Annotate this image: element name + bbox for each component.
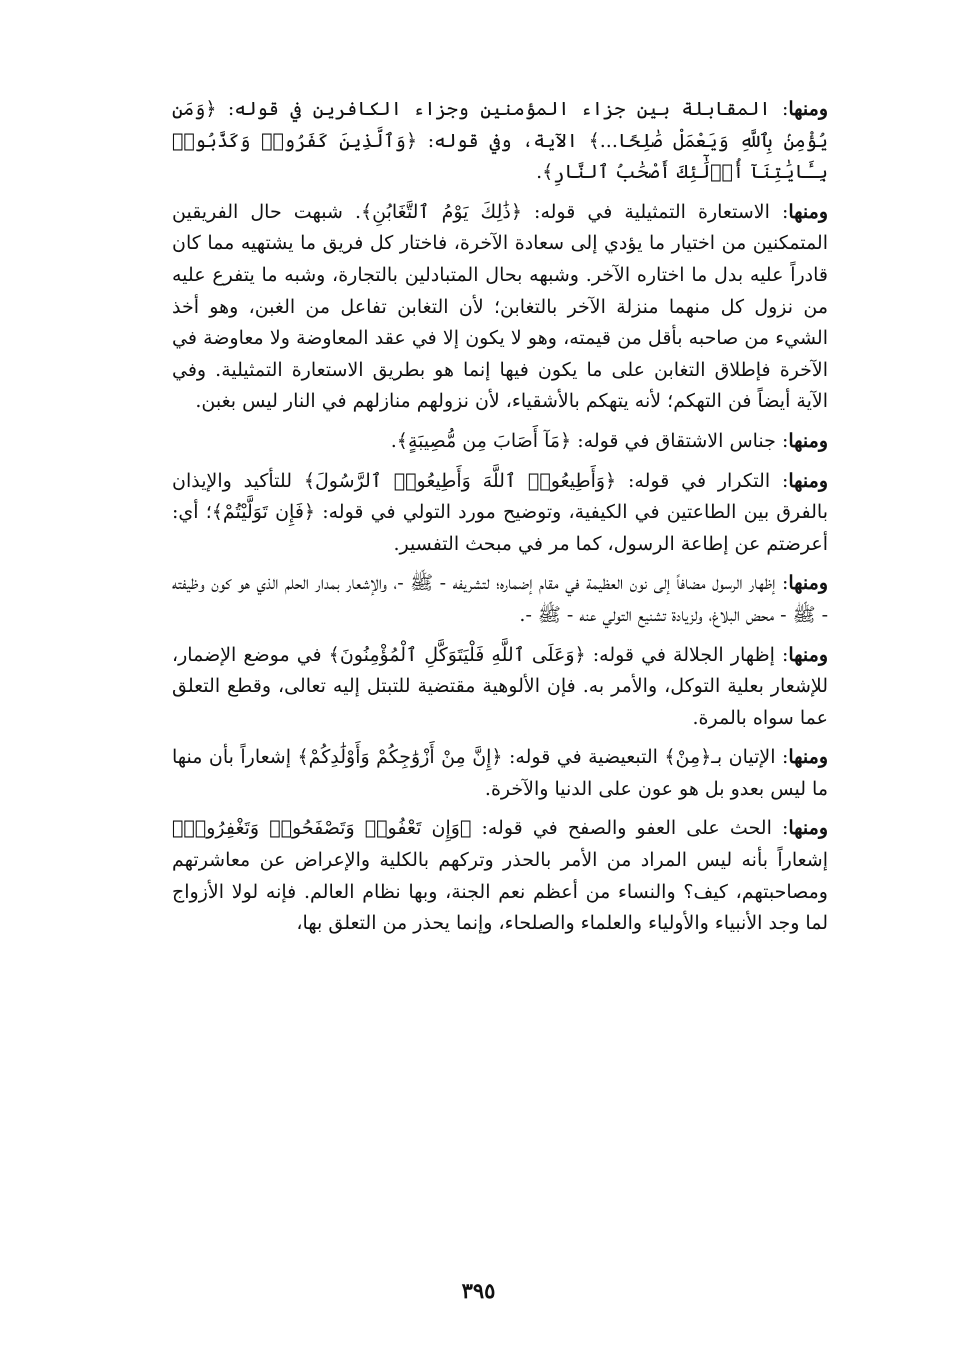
paragraph bbox=[172, 466, 828, 561]
paragraph-text: : التكرار في قوله: ﴿وَأَطِيعُوا۟ ٱللَّهَ وَأَطِيعُوا۟ ٱلرَّسُولَ﴾ للتأكيد والإيذان بالفرق بين الطاعتين في الكيفية، وتوضيح مورد التولي في قوله: ﴿فَإِن تَوَلَّيْتُمْ﴾؛ أي: أعرضتم عن إطاعة الرسول، كما مر في مبحث التفسير. bbox=[172, 469, 828, 555]
paragraph-lead: ومنها bbox=[788, 746, 828, 769]
paragraph bbox=[172, 426, 828, 458]
paragraph bbox=[172, 813, 828, 939]
paragraph bbox=[172, 94, 828, 189]
paragraph bbox=[172, 197, 828, 418]
paragraph-lead: ومنها bbox=[788, 200, 828, 223]
paragraph bbox=[172, 742, 828, 805]
paragraph bbox=[172, 640, 828, 735]
body-text bbox=[172, 94, 828, 948]
paragraph-text: : الإتيان بـ﴿مِنْ﴾ التبعيضية في قوله: ﴿إِنَّ مِنْ أَزْوَٰجِكُمْ وَأَوْلَٰدِكُمْ﴾ إشعاراً بأن منها ما ليس بعدو بل هو عون على الدنيا والآخرة. bbox=[172, 746, 828, 800]
page-number: ٣٩٥ bbox=[461, 1278, 496, 1303]
paragraph-text: : الحث على العفو والصفح في قوله: ﴿وَإِن تَعْفُوا۟ وَتَصْفَحُوا۟ وَتَغْفِرُوا۟﴾ إشعاراً بأنه ليس المراد من الأمر بالحذر وتركهم بالكلية والإعراض عن معاشرتهم ومصاحبتهم، كيف؟ والنساء من أعظم نعم الجنة، وبها نظام العالم. فإنه لولا الأزواج لما وجد الأنبياء والأولياء والعلماء والصلحاء، وإنما يحذر من التعلق بها، bbox=[172, 817, 828, 935]
paragraph-text: : جناس الاشتقاق في قوله: ﴿مَآ أَصَابَ مِن مُّصِيبَةٍ﴾. bbox=[390, 429, 789, 452]
paragraph-lead: ومنها bbox=[788, 98, 828, 120]
paragraph-text: : إظهار الجلالة في قوله: ﴿وَعَلَى ٱللَّهِ فَلْيَتَوَكَّلِ ٱلْمُؤْمِنُونَ﴾ في موضع الإضمار، للإشعار بعلية التوكل، والأمر به. فإن الألوهية مقتضية للتبتل إليه تعالى، وقطع التعلق عما سواه بالمرة. bbox=[172, 643, 828, 729]
paragraph-lead: ومنها bbox=[788, 469, 828, 492]
paragraph-text: : المقابلة بين جزاء المؤمنين وجزاء الكافرين في قوله: ﴿وَمَن يُؤْمِنۢ بِٱللَّهِ وَيَعْمَلْ صَٰلِحًا...﴾ الآية، وفي قوله: ﴿وَٱلَّذِينَ كَفَرُوا۟ وَكَذَّبُوا۟ بِـَٔايَٰتِنَآ أُو۟لَٰٓئِكَ أَصْحَٰبُ ٱلنَّارِ﴾. bbox=[172, 98, 828, 184]
paragraph-lead: ومنها bbox=[788, 643, 828, 666]
paragraph-lead: ومنها bbox=[788, 429, 828, 452]
paragraph-lead: ومنها bbox=[788, 572, 828, 595]
paragraph-lead: ومنها bbox=[788, 817, 828, 840]
paragraph bbox=[172, 568, 828, 631]
paragraph-text: : إظهار الرسول مضافاً إلى نون العظيمة في مقام إضماره؛ لتشريفه - ﷺ -، والإشعار بمدار الحلم الذي هو كون وظيفته - ﷺ - محض البلاغ، ولزيادة تشنيع التولي عنه - ﷺ -. bbox=[172, 572, 828, 626]
paragraph-text: : الاستعارة التمثيلية في قوله: ﴿ذَٰلِكَ يَوْمُ ٱلتَّغَابُنِ﴾. شبهت حال الفريقين المتمكنين من اختيار ما يؤدي إلى سعادة الآخرة، فاختار كل فريق ما يشتهيه مما كان قادراً عليه بدل ما اختاره الآخر. وشبهه بحال المتبادلين بالتجارة، وشبه ما يتفرع عليه من نزول كل منهما منزلة الآخر بالتغابن؛ لأن التغابن تفاعل من الغبن، وهو أخذ الشيء من صاحبه بأقل من قيمته، وهو لا يكون إلا في عقد المعاوضة ولا معاوضة في الآخرة فإطلاق التغابن على ما يكون فيها إنما هو بطريق الاستعارة التمثيلية. وفي الآية أيضاً فن التهكم؛ لأنه يتهكم بالأشقياء، لأن نزولهم منازلهم في النار ليس بغبن. bbox=[172, 200, 828, 413]
